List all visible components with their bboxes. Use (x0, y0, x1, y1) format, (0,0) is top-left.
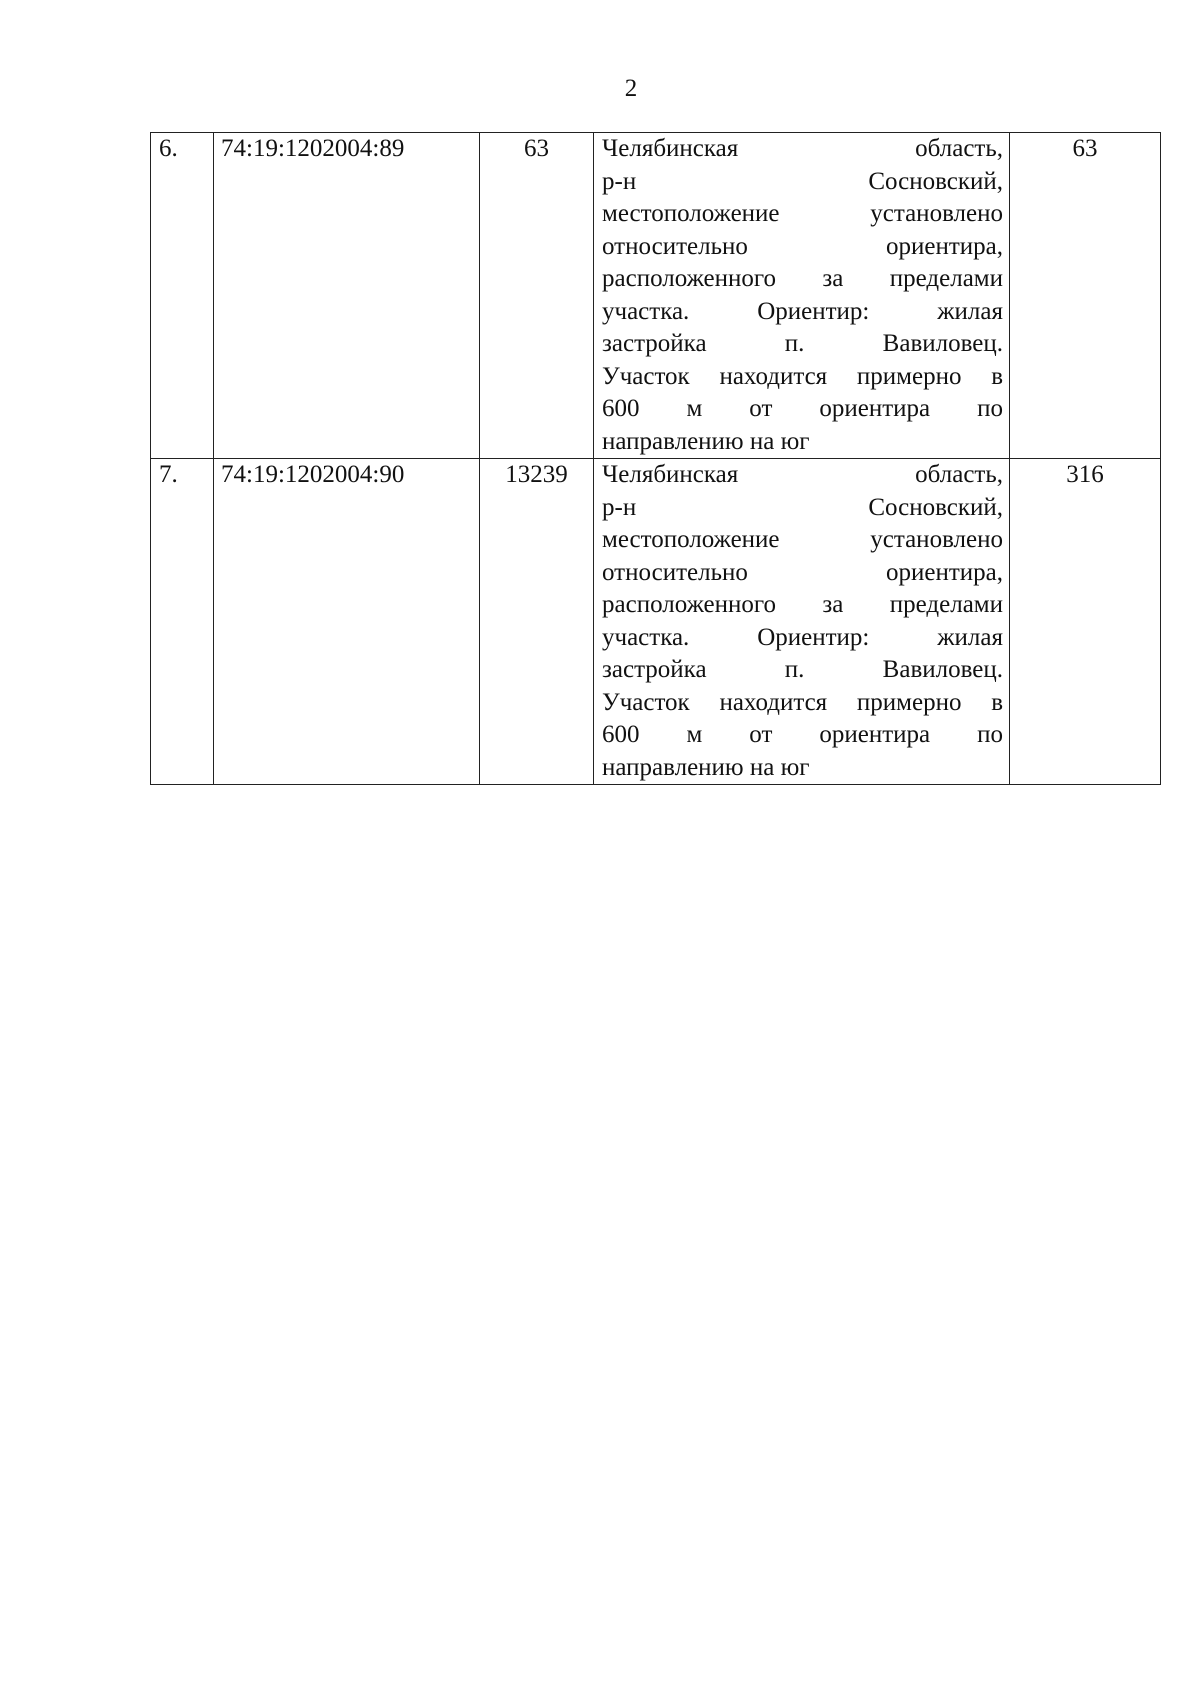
cadastral-number-cell: 74:19:1202004:90 (214, 459, 480, 785)
address-cell (594, 133, 1010, 459)
area-cell: 13239 (480, 459, 594, 785)
address-line: 600 м от ориентира по (602, 721, 1003, 748)
address-line: относительно ориентира, (602, 558, 1003, 586)
address-cell (594, 459, 1010, 785)
row-number-cell: 7. (151, 459, 214, 785)
address-line: расположенного за пределами (602, 591, 1003, 618)
address-line: направлению на юг (602, 427, 810, 455)
address-line: участка. Ориентир: жилая (602, 297, 1003, 325)
address-line: р-н Сосновский, (602, 167, 1003, 195)
value-cell: 63 (1010, 133, 1161, 459)
address-line: местоположение установлено (602, 200, 1003, 227)
address-line: застройка п. Вавиловец. (602, 656, 1003, 683)
address-line: Челябинская область, (602, 461, 1003, 488)
address-line: Челябинская область, (602, 135, 1003, 162)
address-line: Участок находится примерно в (602, 688, 1003, 716)
address-line: застройка п. Вавиловец. (602, 330, 1003, 357)
address-line: участка. Ориентир: жилая (602, 623, 1003, 651)
area-cell: 63 (480, 133, 594, 459)
address-line: направлению на юг (602, 753, 810, 781)
cadastral-number-cell: 74:19:1202004:89 (214, 133, 480, 459)
address-line: относительно ориентира, (602, 232, 1003, 260)
address-line: 600 м от ориентира по (602, 395, 1003, 422)
page-number: 2 (624, 75, 638, 102)
address-line: расположенного за пределами (602, 265, 1003, 292)
address-line: р-н Сосновский, (602, 493, 1003, 521)
row-number-cell: 6. (151, 133, 214, 459)
table-row (151, 133, 1161, 459)
table-row (151, 459, 1161, 785)
address-line: местоположение установлено (602, 526, 1003, 553)
parcels-table (150, 132, 1161, 785)
address-line: Участок находится примерно в (602, 362, 1003, 390)
value-cell: 316 (1010, 459, 1161, 785)
